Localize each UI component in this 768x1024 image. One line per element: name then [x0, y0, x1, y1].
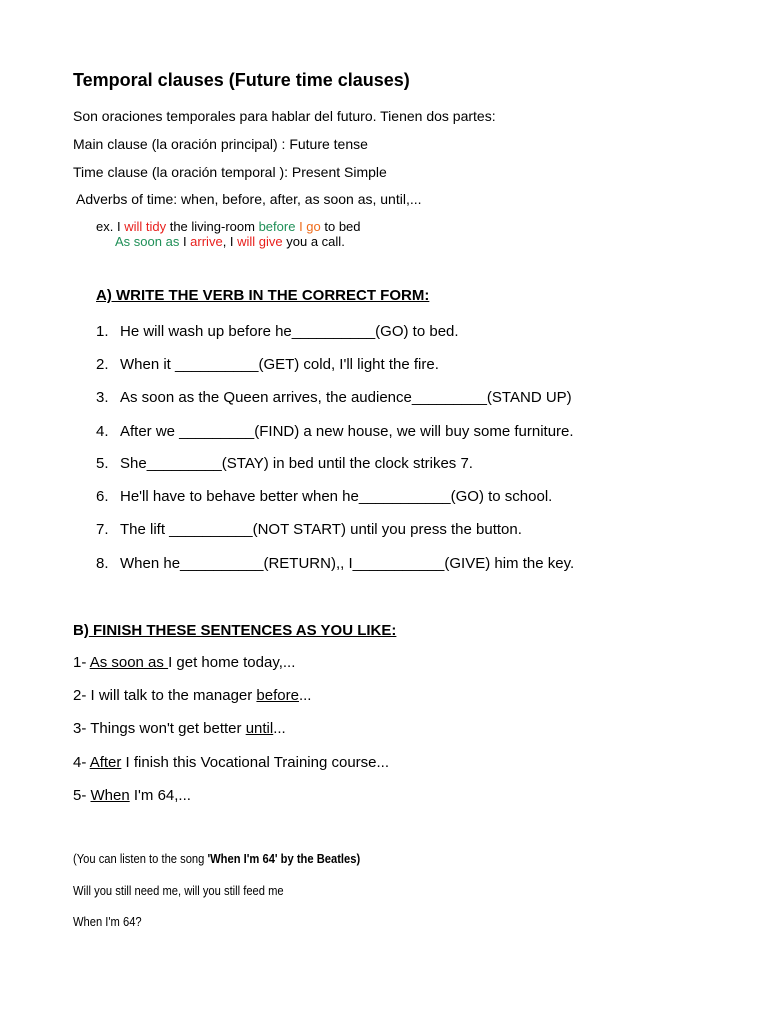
intro-line: Adverbs of time: when, before, after, as soon as, until,...: [76, 191, 422, 207]
item-text: She_________(STAY) in bed until the clock strikes 7.: [120, 455, 473, 472]
song-lyric-line: Will you still need me, will you still feed me: [73, 883, 284, 898]
example-time-verb: I go: [295, 219, 321, 234]
section-b-title: FINISH THESE SENTENCES AS YOU LIKE:: [88, 622, 397, 639]
example-main-verb: will give: [237, 234, 283, 249]
item-number: 7.: [96, 521, 109, 538]
item-number: 3.: [96, 389, 109, 406]
item-number: 8.: [96, 555, 109, 572]
item-number: 4.: [96, 423, 109, 440]
exercise-item: [96, 555, 574, 572]
item-number: 6.: [96, 488, 109, 505]
exercise-item: [96, 521, 522, 538]
intro-line: Time clause (la oración temporal ): Present Simple: [73, 164, 387, 180]
exercise-item: [96, 323, 459, 340]
sentence-text: I get home today,...: [168, 654, 296, 671]
section-b-heading: [73, 622, 396, 639]
song-note: [73, 851, 360, 866]
exercise-item: [96, 389, 572, 406]
song-note-text: (You can listen to the song: [73, 851, 208, 866]
item-number: 2.: [96, 356, 109, 373]
finish-sentence-item: [73, 754, 389, 771]
item-text: The lift __________(NOT START) until you press the button.: [120, 521, 522, 538]
example-adverb: before: [258, 219, 296, 234]
example-text: ex. I: [96, 219, 125, 234]
section-a-heading: A) WRITE THE VERB IN THE CORRECT FORM:: [96, 287, 430, 304]
sentence-text: 5-: [73, 787, 91, 804]
example-time-verb: arrive: [190, 234, 223, 249]
sentence-keyword: As soon as: [89, 654, 169, 671]
example-line-1: [96, 219, 361, 234]
example-text: , I: [222, 234, 238, 249]
item-text: When it __________(GET) cold, I'll light the fire.: [120, 356, 439, 373]
sentence-text: 4-: [73, 754, 90, 771]
song-lyric-line: When I'm 64?: [73, 914, 142, 929]
page-title: Temporal clauses (Future time clauses): [73, 70, 410, 90]
sentence-keyword: After: [89, 754, 122, 771]
exercise-item: [96, 356, 439, 373]
sentence-text: 2- I will talk to the manager: [73, 687, 257, 704]
exercise-item: [96, 423, 574, 440]
intro-line: Son oraciones temporales para hablar del futuro. Tienen dos partes:: [73, 108, 496, 124]
sentence-keyword: before: [256, 687, 299, 704]
finish-sentence-item: [73, 720, 286, 737]
finish-sentence-item: [73, 687, 311, 704]
example-line-2: [115, 234, 345, 249]
example-text: you a call.: [282, 234, 345, 249]
example-main-verb: will tidy: [124, 219, 167, 234]
sentence-text: I finish this Vocational Training course...: [121, 754, 390, 771]
item-text: After we _________(FIND) a new house, we will buy some furniture.: [120, 423, 574, 440]
intro-line: Main clause (la oración principal) : Future tense: [73, 136, 368, 152]
sentence-text: 3- Things won't get better: [73, 720, 246, 737]
example-text: to bed: [320, 219, 361, 234]
sentence-text: ...: [298, 687, 312, 704]
finish-sentence-item: [73, 654, 295, 671]
sentence-text: I'm 64,...: [129, 787, 191, 804]
exercise-item: [96, 488, 552, 505]
item-number: 1.: [96, 323, 109, 340]
example-text: I: [179, 234, 191, 249]
sentence-keyword: until: [245, 720, 274, 737]
sentence-text: ...: [273, 720, 286, 737]
sentence-text: 1-: [73, 654, 90, 671]
example-text: the living-room: [166, 219, 259, 234]
finish-sentence-item: [73, 787, 191, 804]
item-text: He will wash up before he__________(GO) to bed.: [120, 323, 459, 340]
item-text: When he__________(RETURN),, I___________(GIVE) him the key.: [120, 555, 575, 572]
example-adverb: As soon as: [115, 234, 180, 249]
section-b-label: B): [73, 622, 89, 639]
item-text: He'll have to behave better when he___________(GO) to school.: [120, 488, 553, 505]
song-title: 'When I'm 64' by the Beatles): [207, 851, 361, 866]
item-text: As soon as the Queen arrives, the audience_________(STAND UP): [120, 389, 572, 406]
sentence-keyword: When: [90, 787, 130, 804]
item-number: 5.: [96, 455, 109, 472]
exercise-item: [96, 455, 473, 472]
